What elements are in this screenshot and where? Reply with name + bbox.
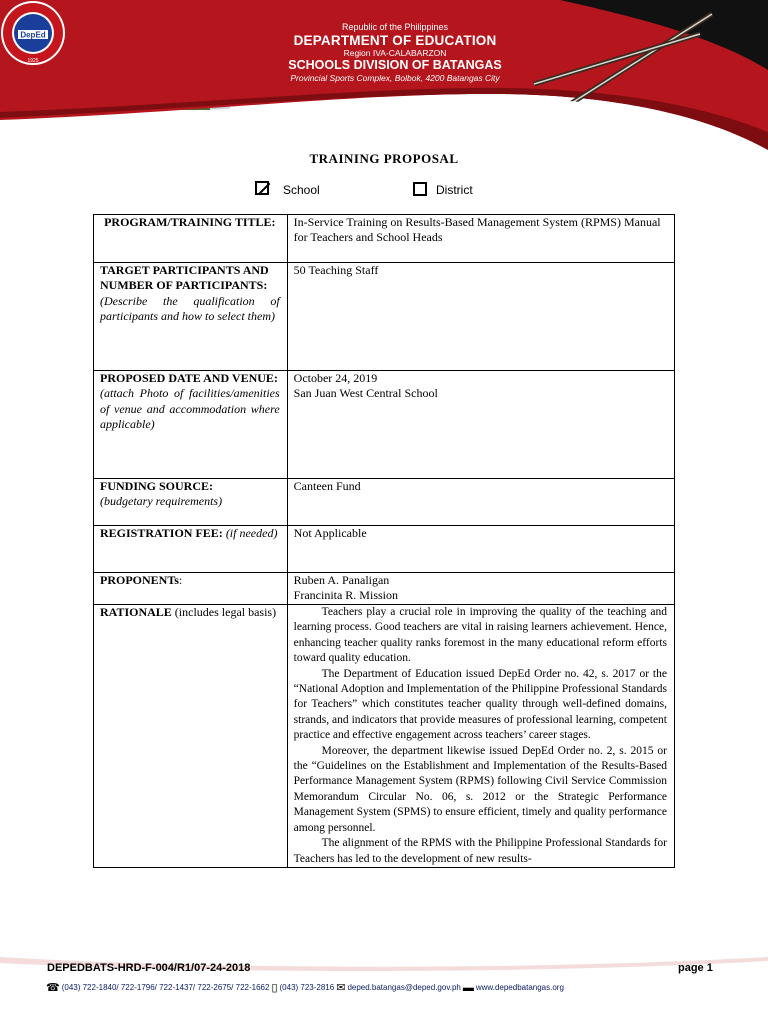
proponents-label: PROPONENTs (100, 573, 179, 587)
date-value-cell (287, 371, 674, 479)
program-title-value: In-Service Training on Results-Based Management System (RPMS) Manual for Teachers and School Heads (287, 215, 674, 263)
phone-icon: ☎ (46, 982, 60, 994)
table-row (94, 263, 675, 371)
rationale-label-cell (94, 605, 288, 868)
target-label: TARGET PARTICIPANTS AND NUMBER OF PARTICIPANTS: (100, 263, 269, 293)
date-label: PROPOSED DATE AND VENUE: (100, 371, 278, 385)
school-checkbox[interactable] (255, 181, 269, 195)
rationale-text (287, 605, 674, 868)
fee-note: (if needed) (225, 526, 278, 540)
table-row (94, 215, 675, 263)
venue-value: San Juan West Central School (293, 386, 438, 401)
email-address[interactable]: deped.batangas@deped.gov.ph (347, 983, 461, 992)
date-label-cell (94, 371, 288, 479)
republic-line: Republic of the Philippines (341, 22, 449, 32)
rationale-paragraph-4: The alignment of the RPMS with the Philippine Professional Standards for Teachers has led to the development of new results- (293, 837, 667, 865)
contact-line (46, 981, 564, 994)
proponents-label-cell (94, 573, 288, 605)
table-row (94, 479, 675, 526)
table-row (94, 573, 675, 605)
svg-text:1925: 1925 (27, 58, 39, 64)
proponents-colon: : (178, 573, 183, 587)
rationale-paragraph-3: Moreover, the department likewise issued DepEd Order no. 2, s. 2015 or the “Guidelines on the Establishment and Implementation of the Results-Based Performance Management System (RPMS) following Civil Service Commission Memorandum Circular No. 06, s. 2012 or the Strategic Performance Management System (SPMS) to ensure efficient, timely and quality performance among personnel. (293, 744, 667, 834)
fax-icon: ▯ (271, 982, 278, 994)
page-number: page 1 (678, 962, 713, 974)
website[interactable]: www.depedbatangas.org (475, 983, 564, 992)
rationale-paragraph-1: Teachers play a crucial role in improving the quality of the teaching and learning process. Good teachers are vital in raising learners achievement. Hence, enhancing teacher quality ranks foremost in the many educational reform efforts toward quality education. (293, 606, 667, 665)
deped-seal-icon (0, 0, 66, 66)
address-line: Provincial Sports Complex, Bolbok, 4200 Batangas City (290, 73, 500, 83)
document-title: TRAINING PROPOSAL (309, 151, 459, 166)
letterhead-text (280, 22, 510, 83)
date-value: October 24, 2019 (293, 371, 378, 385)
program-title-label: PROGRAM/TRAINING TITLE: (94, 215, 288, 263)
proponents-value-cell (287, 573, 674, 605)
date-note: (attach Photo of facilities/amenities of venue and accommodation where applicable) (100, 386, 280, 432)
proponent-1: Ruben A. Panaligan (293, 573, 390, 587)
funding-label-cell (94, 479, 288, 526)
letterhead-banner (0, 0, 768, 150)
rationale-note: (includes legal basis) (174, 605, 277, 619)
proposal-table (93, 214, 675, 868)
funding-label: FUNDING SOURCE: (100, 479, 214, 493)
funding-value: Canteen Fund (287, 479, 674, 526)
target-value: 50 Teaching Staff (287, 263, 674, 371)
proponent-2: Francinita R. Mission (293, 588, 398, 603)
district-label: District (436, 183, 473, 197)
table-row (94, 526, 675, 573)
fee-label-cell (94, 526, 288, 573)
phone-numbers: (043) 722-1840/ 722-1796/ 722-1437/ 722-2675/ 722-1662 (61, 983, 270, 992)
email-icon: ✉ (336, 982, 346, 994)
district-checkbox[interactable] (413, 182, 427, 196)
rationale-label: RATIONALE (100, 605, 172, 619)
region-line: Region IVA-CALABARZON (343, 48, 447, 58)
fee-value: Not Applicable (287, 526, 674, 573)
division-name: SCHOOLS DIVISION OF BATANGAS (288, 58, 502, 72)
target-label-cell (94, 263, 288, 371)
table-row (94, 605, 675, 868)
form-code: DEPEDBATS-HRD-F-004/R1/07-24-2018 (47, 962, 251, 974)
department-name: DEPARTMENT OF EDUCATION (293, 33, 497, 48)
svg-text:DepEd: DepEd (20, 30, 46, 40)
funding-note: (budgetary requirements) (100, 494, 223, 509)
fee-label: REGISTRATION FEE: (100, 526, 223, 540)
fax-number: (043) 723-2816 (279, 983, 335, 992)
table-row (94, 371, 675, 479)
rationale-paragraph-2: The Department of Education issued DepEd Order no. 42, s. 2017 or the “National Adoption and Implementation of the Philippine Professional Standards for Teachers” which constitutes teacher quality through well-defined domains, strands, and indicators that provide measures of professional learning, competent practice and effective engagement across teachers’ career stages. (293, 667, 667, 742)
school-label: School (283, 183, 320, 197)
computer-icon: ▬ (462, 981, 474, 994)
target-note: (Describe the qualification of participants and how to select them) (100, 293, 280, 324)
